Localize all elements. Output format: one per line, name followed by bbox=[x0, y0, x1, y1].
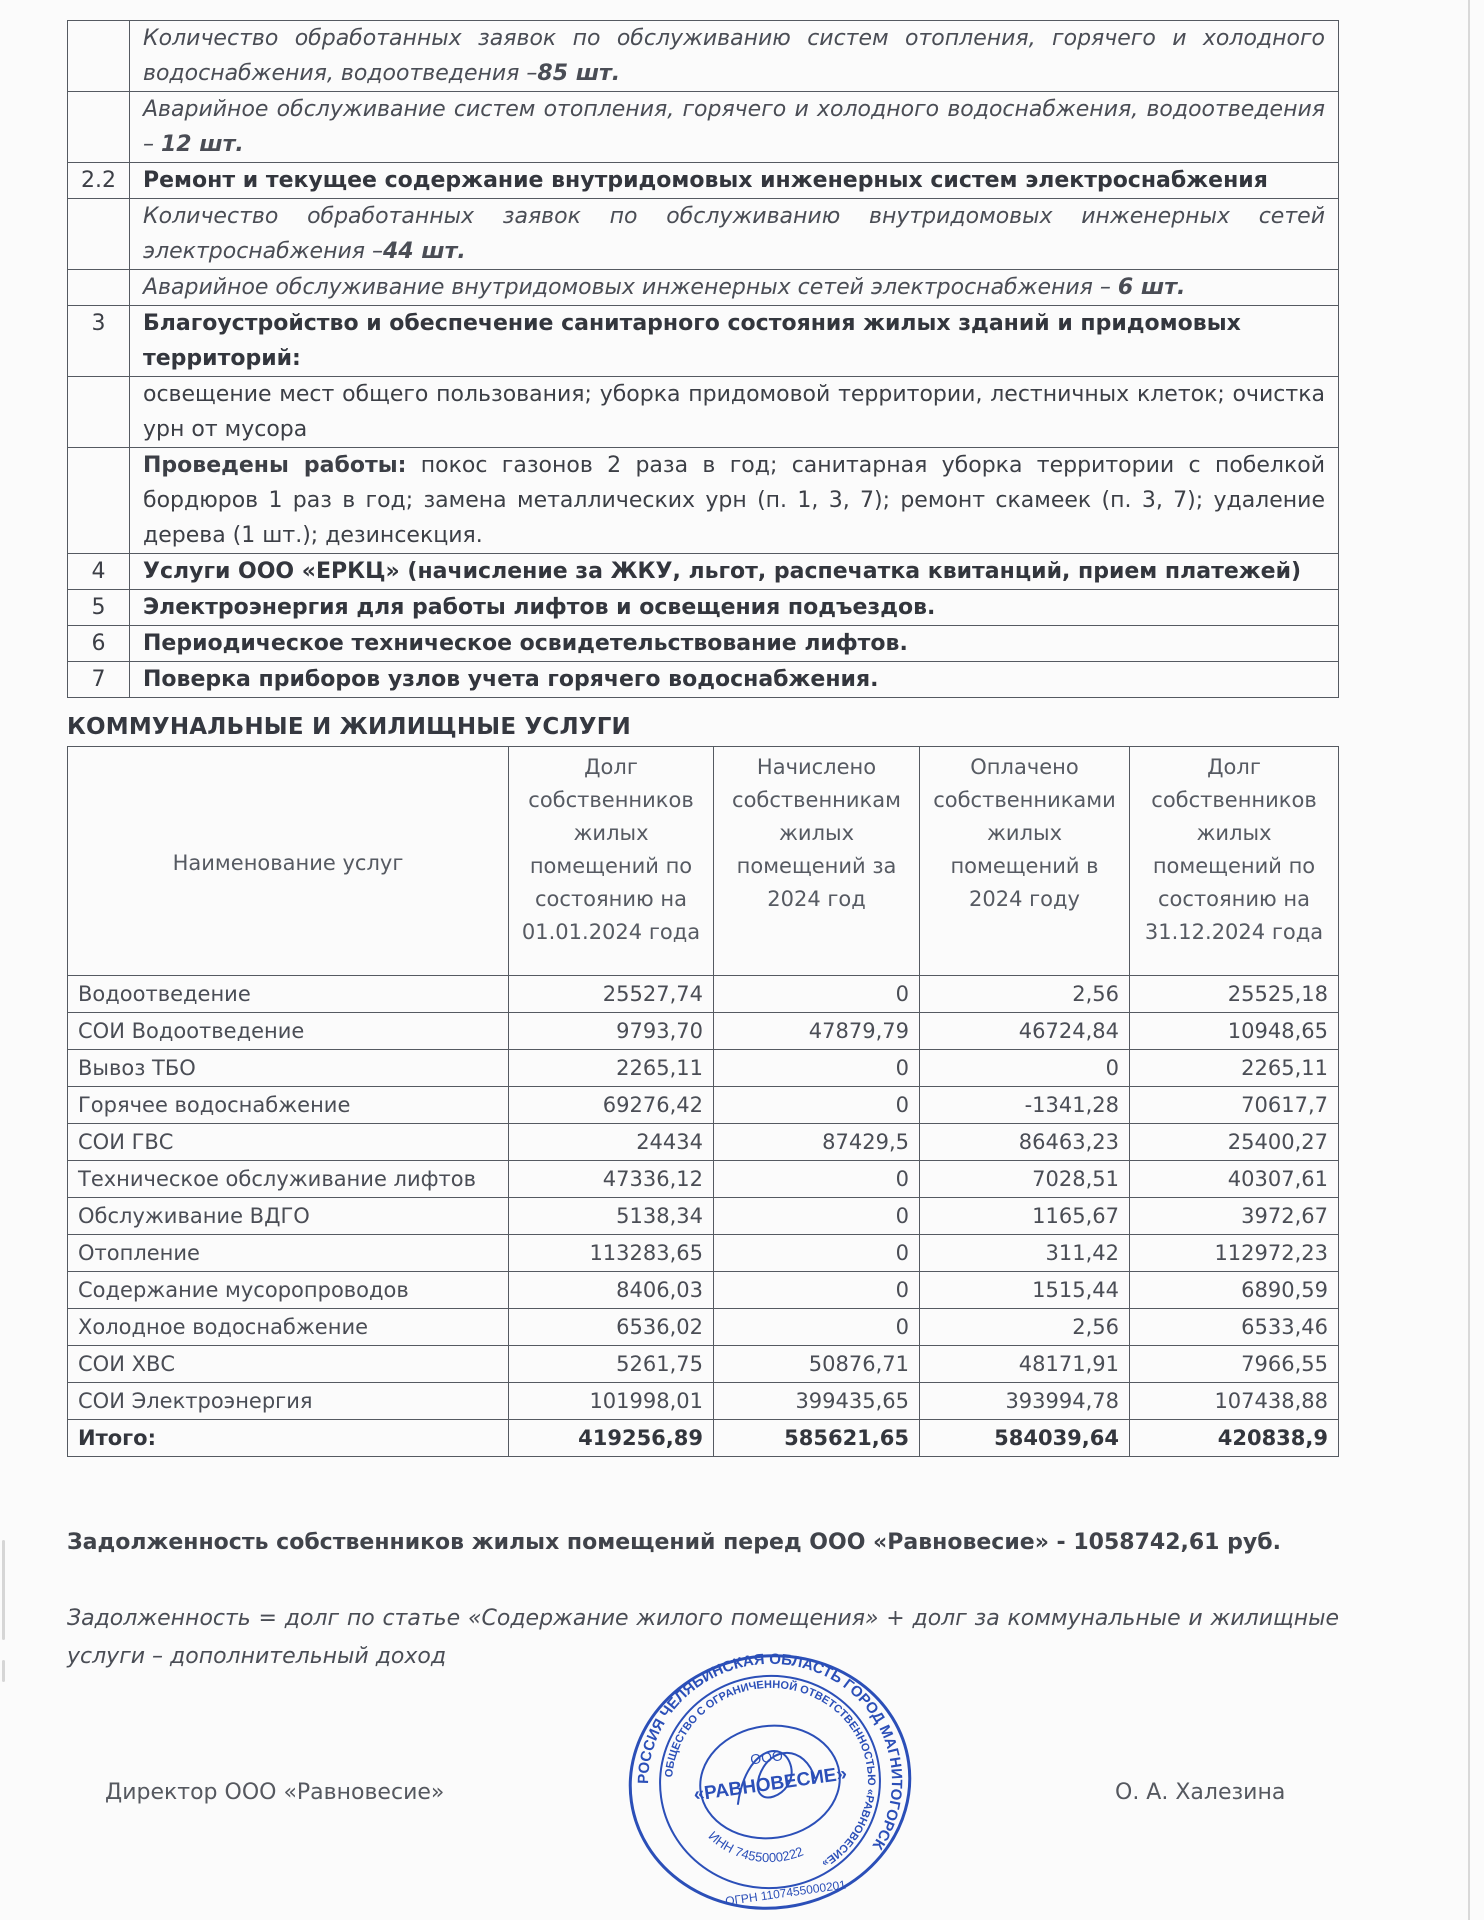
row-number bbox=[68, 21, 130, 92]
row-text: Поверка приборов узлов учета горячего водоснабжения. bbox=[130, 662, 1339, 698]
table-row bbox=[68, 1309, 1339, 1346]
director-title: Директор ООО «Равновесие» bbox=[105, 1780, 445, 1805]
table-row bbox=[68, 306, 1339, 377]
service-name-cell: Отопление bbox=[68, 1235, 509, 1272]
services-table-body bbox=[68, 976, 1339, 1457]
service-name-cell: Техническое обслуживание лифтов bbox=[68, 1161, 509, 1198]
table-row bbox=[68, 554, 1339, 590]
service-name-cell: Итого: bbox=[68, 1420, 509, 1457]
amount-cell: 9793,70 bbox=[509, 1013, 714, 1050]
row-text: Ремонт и текущее содержание внутридомовых инженерных систем электроснабжения bbox=[130, 163, 1339, 199]
table-row bbox=[68, 626, 1339, 662]
service-name-cell: СОИ ГВС bbox=[68, 1124, 509, 1161]
row-number: 7 bbox=[68, 662, 130, 698]
amount-cell: 69276,42 bbox=[509, 1087, 714, 1124]
row-text: Электроэнергия для работы лифтов и освещения подъездов. bbox=[130, 590, 1339, 626]
table-row bbox=[68, 270, 1339, 306]
amount-cell: 6536,02 bbox=[509, 1309, 714, 1346]
amount-cell: 40307,61 bbox=[1130, 1161, 1339, 1198]
amount-cell: 0 bbox=[714, 1198, 920, 1235]
table-row bbox=[68, 662, 1339, 698]
table-row bbox=[68, 1383, 1339, 1420]
amount-cell: 7966,55 bbox=[1130, 1346, 1339, 1383]
service-name-cell: Содержание мусоропроводов bbox=[68, 1272, 509, 1309]
total-row bbox=[68, 1420, 1339, 1457]
debt-formula: Задолженность = долг по статье «Содержание жилого помещения» + долг за коммунальные и жилищные услуги – дополнительный доход bbox=[67, 1606, 1339, 1669]
amount-cell: 86463,23 bbox=[920, 1124, 1130, 1161]
stamp-inn: ИНН 7455000222 bbox=[705, 1828, 806, 1866]
amount-cell: 2,56 bbox=[920, 976, 1130, 1013]
amount-cell: 0 bbox=[920, 1050, 1130, 1087]
amount-cell: 1515,44 bbox=[920, 1272, 1130, 1309]
amount-cell: 48171,91 bbox=[920, 1346, 1130, 1383]
table-row bbox=[68, 1087, 1339, 1124]
amount-cell: 311,42 bbox=[920, 1235, 1130, 1272]
amount-cell: 112972,23 bbox=[1130, 1235, 1339, 1272]
amount-cell: 0 bbox=[714, 976, 920, 1013]
service-name-cell: Обслуживание ВДГО bbox=[68, 1198, 509, 1235]
stamp-ogrn: ОГРН 1107455000201 bbox=[724, 1877, 847, 1909]
table-row bbox=[68, 448, 1339, 554]
row-number bbox=[68, 377, 130, 448]
table-header-row bbox=[68, 747, 1339, 976]
table-row bbox=[68, 92, 1339, 163]
table-row bbox=[68, 976, 1339, 1013]
table-row bbox=[68, 1013, 1339, 1050]
amount-cell: 2265,11 bbox=[1130, 1050, 1339, 1087]
table-row bbox=[68, 377, 1339, 448]
row-number bbox=[68, 448, 130, 554]
amount-cell: 7028,51 bbox=[920, 1161, 1130, 1198]
stamp-outer-text: РОССИЯ ЧЕЛЯБИНСКАЯ ОБЛАСТЬ ГОРОД МАГНИТОГОРСК bbox=[634, 1650, 906, 1853]
column-header: Начислено собственникам жилых помещений за 2024 год bbox=[714, 747, 920, 976]
table-row bbox=[68, 163, 1339, 199]
amount-cell: 393994,78 bbox=[920, 1383, 1130, 1420]
row-text: Проведены работы: покос газонов 2 раза в год; санитарная уборка территории с побелкой бордюров 1 раз в год; замена металлических урн (п. 1, 3, 7); ремонт скамеек (п. 3, 7); удаление дерева (1 шт.); дезинсекция. bbox=[130, 448, 1339, 554]
amount-cell: 3972,67 bbox=[1130, 1198, 1339, 1235]
amount-cell: 0 bbox=[714, 1087, 920, 1124]
row-text: Аварийное обслуживание систем отопления, горячего и холодного водоснабжения, водоотведения – 12 шт. bbox=[130, 92, 1339, 163]
table-row bbox=[68, 1161, 1339, 1198]
amount-cell: 50876,71 bbox=[714, 1346, 920, 1383]
table-row bbox=[68, 1235, 1339, 1272]
row-number: 3 bbox=[68, 306, 130, 377]
service-name-cell: Холодное водоснабжение bbox=[68, 1309, 509, 1346]
service-name-cell: Вывоз ТБО bbox=[68, 1050, 509, 1087]
table-row bbox=[68, 1050, 1339, 1087]
amount-cell: 1165,67 bbox=[920, 1198, 1130, 1235]
row-number bbox=[68, 270, 130, 306]
column-header: Долг собственников жилых помещений по состоянию на 01.01.2024 года bbox=[509, 747, 714, 976]
amount-cell: 25525,18 bbox=[1130, 976, 1339, 1013]
service-name-cell: СОИ ХВС bbox=[68, 1346, 509, 1383]
amount-cell: 46724,84 bbox=[920, 1013, 1130, 1050]
table-row bbox=[68, 590, 1339, 626]
row-number bbox=[68, 92, 130, 163]
amount-cell: 47879,79 bbox=[714, 1013, 920, 1050]
amount-cell: 2265,11 bbox=[509, 1050, 714, 1087]
row-number bbox=[68, 199, 130, 270]
amount-cell: 0 bbox=[714, 1272, 920, 1309]
page-edge bbox=[1468, 0, 1470, 1920]
row-number: 2.2 bbox=[68, 163, 130, 199]
table-row bbox=[68, 1124, 1339, 1161]
row-text: Количество обработанных заявок по обслуживанию внутридомовых инженерных сетей электроснабжения –44 шт. bbox=[130, 199, 1339, 270]
table-row bbox=[68, 1272, 1339, 1309]
debt-summary: Задолженность собственников жилых помещений перед ООО «Равновесие» - 1058742,61 руб. bbox=[67, 1530, 1281, 1555]
amount-cell: 0 bbox=[714, 1309, 920, 1346]
amount-cell: 2,56 bbox=[920, 1309, 1130, 1346]
row-number: 6 bbox=[68, 626, 130, 662]
table-row bbox=[68, 1198, 1339, 1235]
amount-cell: 0 bbox=[714, 1050, 920, 1087]
stamp-center-main: «РАВНОВЕСИЕ» bbox=[692, 1763, 849, 1806]
service-name-cell: Горячее водоснабжение bbox=[68, 1087, 509, 1124]
row-text: освещение мест общего пользования; уборка придомовой территории, лестничных клеток; очистка урн от мусора bbox=[130, 377, 1339, 448]
stamp-center-top: ООО bbox=[749, 1747, 784, 1768]
row-text: Услуги ООО «ЕРКЦ» (начисление за ЖКУ, льгот, распечатка квитанций, прием платежей) bbox=[130, 554, 1339, 590]
amount-cell: 5138,34 bbox=[509, 1198, 714, 1235]
company-stamp bbox=[625, 1650, 915, 1915]
amount-cell: 6890,59 bbox=[1130, 1272, 1339, 1309]
amount-cell: 101998,01 bbox=[509, 1383, 714, 1420]
service-name-cell: Водоотведение bbox=[68, 976, 509, 1013]
amount-cell: 24434 bbox=[509, 1124, 714, 1161]
amount-cell: 6533,46 bbox=[1130, 1309, 1339, 1346]
amount-cell: 5261,75 bbox=[509, 1346, 714, 1383]
amount-cell: 47336,12 bbox=[509, 1161, 714, 1198]
section-title: КОММУНАЛЬНЫЕ И ЖИЛИЩНЫЕ УСЛУГИ bbox=[67, 714, 631, 740]
amount-cell: 420838,9 bbox=[1130, 1420, 1339, 1457]
scan-mark bbox=[2, 1660, 5, 1682]
row-number: 5 bbox=[68, 590, 130, 626]
amount-cell: 107438,88 bbox=[1130, 1383, 1339, 1420]
table-row bbox=[68, 1346, 1339, 1383]
amount-cell: 10948,65 bbox=[1130, 1013, 1339, 1050]
service-name-cell: СОИ Водоотведение bbox=[68, 1013, 509, 1050]
column-header: Оплачено собственниками жилых помещений в 2024 году bbox=[920, 747, 1130, 976]
amount-cell: 87429,5 bbox=[714, 1124, 920, 1161]
amount-cell: 70617,7 bbox=[1130, 1087, 1339, 1124]
amount-cell: 0 bbox=[714, 1235, 920, 1272]
amount-cell: 25527,74 bbox=[509, 976, 714, 1013]
services-table bbox=[67, 746, 1339, 1457]
row-text: Аварийное обслуживание внутридомовых инженерных сетей электроснабжения – 6 шт. bbox=[130, 270, 1339, 306]
service-name-cell: СОИ Электроэнергия bbox=[68, 1383, 509, 1420]
amount-cell: 8406,03 bbox=[509, 1272, 714, 1309]
stamp-inner-text: ОБЩЕСТВО С ОГРАНИЧЕННОЙ ОТВЕТСТВЕННОСТЬЮ «РАВНОВЕСИЕ» bbox=[663, 1678, 877, 1870]
row-text: Периодическое техническое освидетельствование лифтов. bbox=[130, 626, 1339, 662]
row-text: Количество обработанных заявок по обслуживанию систем отопления, горячего и холодного водоснабжения, водоотведения –85 шт. bbox=[130, 21, 1339, 92]
column-header: Наименование услуг bbox=[68, 747, 509, 976]
amount-cell: 399435,65 bbox=[714, 1383, 920, 1420]
amount-cell: 585621,65 bbox=[714, 1420, 920, 1457]
table-row bbox=[68, 21, 1339, 92]
scan-mark bbox=[2, 1540, 5, 1640]
row-text: Благоустройство и обеспечение санитарного состояния жилых зданий и придомовых территорий: bbox=[130, 306, 1339, 377]
amount-cell: 419256,89 bbox=[509, 1420, 714, 1457]
amount-cell: -1341,28 bbox=[920, 1087, 1130, 1124]
amount-cell: 0 bbox=[714, 1161, 920, 1198]
amount-cell: 584039,64 bbox=[920, 1420, 1130, 1457]
table-row bbox=[68, 199, 1339, 270]
works-table bbox=[67, 20, 1339, 698]
column-header: Долг собственников жилых помещений по состоянию на 31.12.2024 года bbox=[1130, 747, 1339, 976]
row-number: 4 bbox=[68, 554, 130, 590]
amount-cell: 25400,27 bbox=[1130, 1124, 1339, 1161]
director-name: О. А. Халезина bbox=[1115, 1780, 1286, 1805]
amount-cell: 113283,65 bbox=[509, 1235, 714, 1272]
